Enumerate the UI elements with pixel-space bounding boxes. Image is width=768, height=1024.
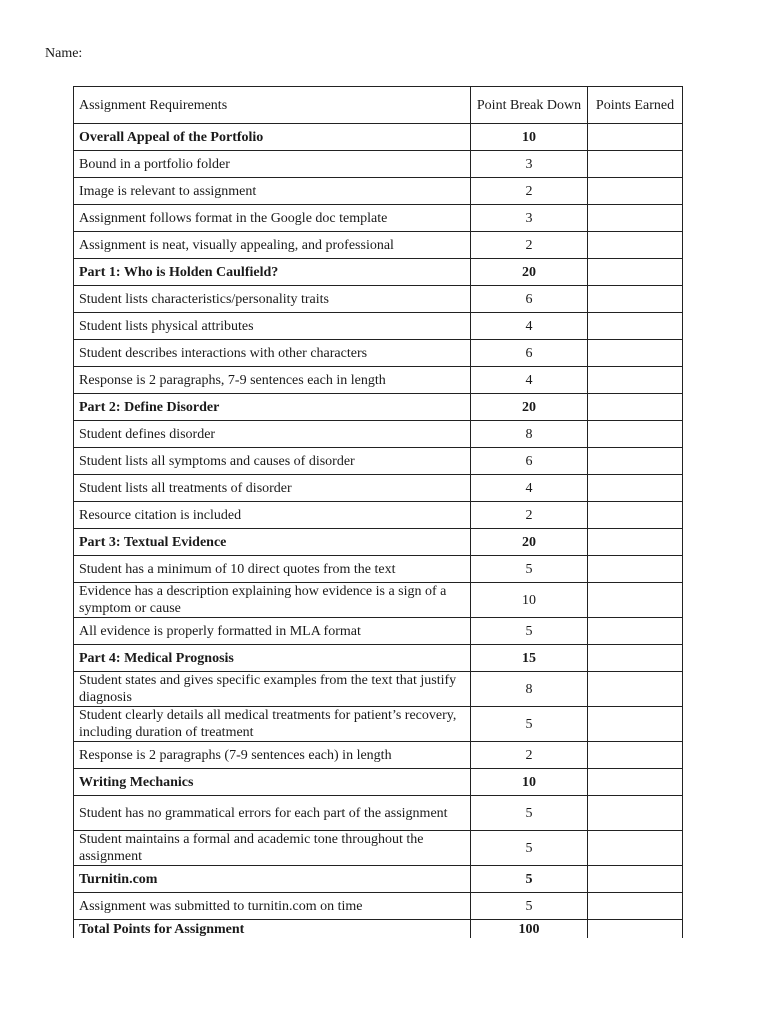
table-row [74, 151, 683, 178]
points-earned-cell[interactable] [588, 529, 683, 556]
table-row [74, 831, 683, 866]
table-row [74, 796, 683, 831]
points-earned-cell[interactable] [588, 583, 683, 618]
points-value: 8 [471, 421, 588, 448]
points-earned-cell[interactable] [588, 151, 683, 178]
section-row [74, 769, 683, 796]
points-value: 10 [471, 583, 588, 618]
table-row [74, 893, 683, 920]
requirement-label: Student has a minimum of 10 direct quotes from the text [74, 556, 471, 583]
points-value: 2 [471, 178, 588, 205]
points-value: 4 [471, 367, 588, 394]
header-row [74, 87, 683, 124]
points-earned-cell[interactable] [588, 394, 683, 421]
name-label: Name: [45, 46, 83, 61]
table-row [74, 583, 683, 618]
points-value: 2 [471, 742, 588, 769]
requirement-label: Response is 2 paragraphs (7-9 sentences each) in length [74, 742, 471, 769]
points-value: 20 [471, 259, 588, 286]
table-row [74, 475, 683, 502]
points-earned-cell[interactable] [588, 556, 683, 583]
points-value: 5 [471, 893, 588, 920]
points-value: 5 [471, 796, 588, 831]
table-row [74, 618, 683, 645]
requirement-label: Assignment follows format in the Google doc template [74, 205, 471, 232]
header-requirements: Assignment Requirements [74, 87, 471, 124]
table-row [74, 448, 683, 475]
points-earned-cell[interactable] [588, 232, 683, 259]
points-value: 20 [471, 529, 588, 556]
section-title: Overall Appeal of the Portfolio [74, 124, 471, 151]
points-earned-cell[interactable] [588, 618, 683, 645]
points-earned-cell[interactable] [588, 421, 683, 448]
header-points-earned: Points Earned [588, 87, 683, 124]
table-row [74, 286, 683, 313]
section-row [74, 920, 683, 939]
points-earned-cell[interactable] [588, 502, 683, 529]
points-value: 20 [471, 394, 588, 421]
rubric-body [74, 87, 683, 939]
table-row [74, 421, 683, 448]
requirement-label: Student lists physical attributes [74, 313, 471, 340]
requirement-label: Student lists all symptoms and causes of disorder [74, 448, 471, 475]
points-value: 5 [471, 866, 588, 893]
section-row [74, 124, 683, 151]
requirement-label: Student clearly details all medical treatments for patient’s recovery, including duration of treatment [74, 707, 471, 742]
points-earned-cell[interactable] [588, 893, 683, 920]
table-row [74, 232, 683, 259]
points-earned-cell[interactable] [588, 340, 683, 367]
section-title: Part 3: Textual Evidence [74, 529, 471, 556]
requirement-label: Student lists characteristics/personality traits [74, 286, 471, 313]
points-earned-cell[interactable] [588, 769, 683, 796]
points-value: 4 [471, 313, 588, 340]
section-row [74, 529, 683, 556]
section-title: Total Points for Assignment [74, 920, 471, 939]
section-title: Writing Mechanics [74, 769, 471, 796]
points-value: 5 [471, 707, 588, 742]
requirement-label: Student states and gives specific examples from the text that justify diagnosis [74, 672, 471, 707]
requirement-label: Response is 2 paragraphs, 7-9 sentences each in length [74, 367, 471, 394]
table-row [74, 707, 683, 742]
table-row [74, 205, 683, 232]
points-value: 10 [471, 769, 588, 796]
requirement-label: Student describes interactions with other characters [74, 340, 471, 367]
section-title: Part 2: Define Disorder [74, 394, 471, 421]
table-row [74, 367, 683, 394]
points-earned-cell[interactable] [588, 205, 683, 232]
points-earned-cell[interactable] [588, 475, 683, 502]
points-value: 3 [471, 205, 588, 232]
points-value: 10 [471, 124, 588, 151]
points-value: 5 [471, 556, 588, 583]
requirement-label: Student lists all treatments of disorder [74, 475, 471, 502]
requirement-label: Student defines disorder [74, 421, 471, 448]
points-earned-cell[interactable] [588, 742, 683, 769]
table-row [74, 742, 683, 769]
table-row [74, 313, 683, 340]
points-earned-cell[interactable] [588, 178, 683, 205]
points-value: 6 [471, 340, 588, 367]
points-earned-cell[interactable] [588, 796, 683, 831]
points-earned-cell[interactable] [588, 313, 683, 340]
table-row [74, 672, 683, 707]
points-earned-cell[interactable] [588, 645, 683, 672]
points-value: 100 [471, 920, 588, 939]
points-earned-cell[interactable] [588, 286, 683, 313]
requirement-label: Bound in a portfolio folder [74, 151, 471, 178]
points-value: 8 [471, 672, 588, 707]
requirement-label: Assignment is neat, visually appealing, and professional [74, 232, 471, 259]
table-row [74, 556, 683, 583]
requirement-label: Student has no grammatical errors for each part of the assignment [74, 796, 471, 831]
requirement-label: All evidence is properly formatted in MLA format [74, 618, 471, 645]
points-value: 6 [471, 286, 588, 313]
points-earned-cell[interactable] [588, 124, 683, 151]
section-row [74, 394, 683, 421]
points-earned-cell[interactable] [588, 866, 683, 893]
points-value: 5 [471, 618, 588, 645]
requirement-label: Image is relevant to assignment [74, 178, 471, 205]
points-value: 4 [471, 475, 588, 502]
points-value: 2 [471, 232, 588, 259]
section-title: Turnitin.com [74, 866, 471, 893]
requirement-label: Resource citation is included [74, 502, 471, 529]
points-value: 5 [471, 831, 588, 866]
points-earned-cell[interactable] [588, 448, 683, 475]
section-title: Part 4: Medical Prognosis [74, 645, 471, 672]
section-row [74, 866, 683, 893]
section-title: Part 1: Who is Holden Caulfield? [74, 259, 471, 286]
rubric-table [73, 86, 683, 938]
table-row [74, 502, 683, 529]
points-value: 6 [471, 448, 588, 475]
table-row [74, 178, 683, 205]
points-earned-cell[interactable] [588, 259, 683, 286]
requirement-label: Evidence has a description explaining how evidence is a sign of a symptom or cause [74, 583, 471, 618]
points-earned-cell[interactable] [588, 707, 683, 742]
table-row [74, 340, 683, 367]
header-points-breakdown: Point Break Down [471, 87, 588, 124]
requirement-label: Student maintains a formal and academic tone throughout the assignment [74, 831, 471, 866]
points-earned-cell[interactable] [588, 831, 683, 866]
points-earned-cell[interactable] [588, 367, 683, 394]
requirement-label: Assignment was submitted to turnitin.com on time [74, 893, 471, 920]
section-row [74, 645, 683, 672]
points-value: 2 [471, 502, 588, 529]
points-earned-cell[interactable] [588, 920, 683, 939]
section-row [74, 259, 683, 286]
points-value: 15 [471, 645, 588, 672]
points-earned-cell[interactable] [588, 672, 683, 707]
points-value: 3 [471, 151, 588, 178]
